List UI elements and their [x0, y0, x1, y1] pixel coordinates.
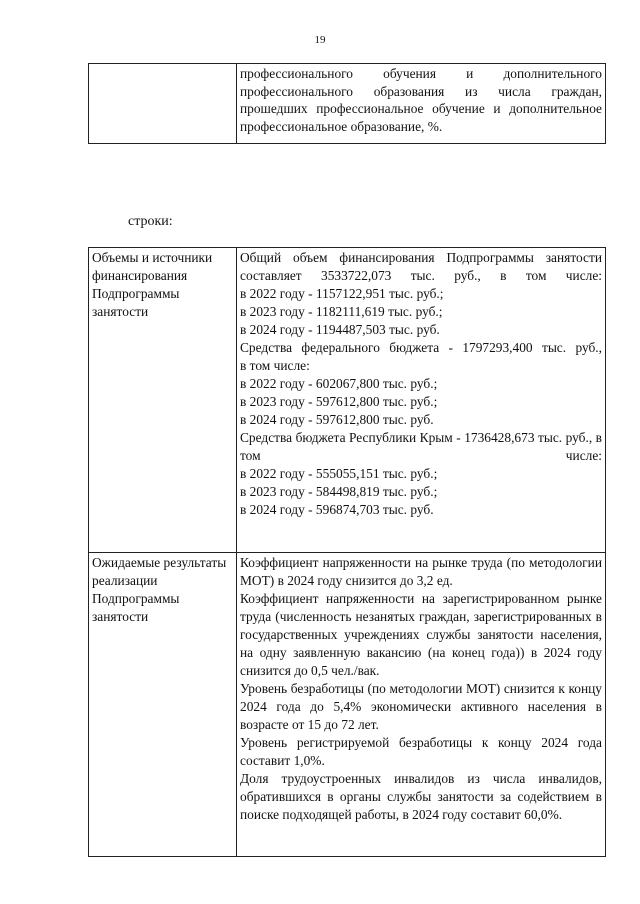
paragraph: в 2023 году - 597612,800 тыс. руб.;: [240, 394, 438, 409]
passport-table: [88, 247, 606, 857]
continuation-table: [88, 63, 606, 144]
paragraph: в 2023 году - 584498,819 тыс. руб.;: [240, 484, 438, 499]
row-value-cell: профессионального обучения и дополнительного профессионального образования из числа граждан, прошедших профессиональное обучение и дополнительное профессиональное образование, %.: [237, 64, 606, 144]
row-label-cell: [89, 64, 237, 144]
paragraph: Общий объем финансирования Подпрограммы занятости составляет 3533722,073 тыс. руб., в том числе:: [240, 250, 602, 283]
row-value-cell: [237, 553, 606, 857]
paragraph: в 2022 году - 602067,800 тыс. руб.;: [240, 376, 438, 391]
paragraph: в 2024 году - 1194487,503 тыс. руб.: [240, 322, 440, 337]
paragraph: в том числе:: [240, 358, 310, 373]
paragraph: в 2024 году - 597612,800 тыс. руб.: [240, 412, 434, 427]
table-row: [89, 64, 606, 144]
paragraph: Уровень регистрируемой безработицы к концу 2024 года составит 1,0%.: [240, 735, 602, 768]
paragraph: в 2022 году - 1157122,951 тыс. руб.;: [240, 286, 444, 301]
paragraph: в 2022 году - 555055,151 тыс. руб.;: [240, 466, 438, 481]
row-label-cell: Объемы и источники финансирования Подпрограммы занятости: [89, 248, 237, 553]
paragraph: Уровень безработицы (по методологии МОТ) снизится к концу 2024 года до 5,4% экономически активного населения в возрасте от 15 до 72 лет.: [240, 681, 602, 732]
table-row: [89, 553, 606, 857]
paragraph: в 2023 году - 1182111,619 тыс. руб.;: [240, 304, 443, 319]
paragraph: Коэффициент напряженности на рынке труда (по методологии МОТ) в 2024 году снизится до 3,2 ед.: [240, 555, 602, 588]
row-label-cell: Ожидаемые результаты реализации Подпрограммы занятости: [89, 553, 237, 857]
paragraph: в 2024 году - 596874,703 тыс. руб.: [240, 502, 434, 517]
page-number: 19: [314, 34, 326, 46]
table-row: [89, 248, 606, 553]
paragraph: Доля трудоустроенных инвалидов из числа инвалидов, обратившихся в органы службы занятости за содействием в поиске подходящей работы, в 2024 году составит 60,0%.: [240, 771, 602, 822]
paragraph: Коэффициент напряженности на зарегистрированном рынке труда (численность незанятых граждан, зарегистрированных в государственных учреждениях службы занятости населения, на одну заявленную вакансию (на конец года)) в 2024 году снизится до 0,5 чел./вак.: [240, 591, 602, 678]
paragraph: Средства федерального бюджета - 1797293,400 тыс. руб.,: [240, 340, 602, 355]
section-label: строки:: [128, 214, 173, 229]
row-value-cell: [237, 248, 606, 553]
paragraph: Средства бюджета Республики Крым - 1736428,673 тыс. руб., в том числе:: [240, 430, 602, 463]
